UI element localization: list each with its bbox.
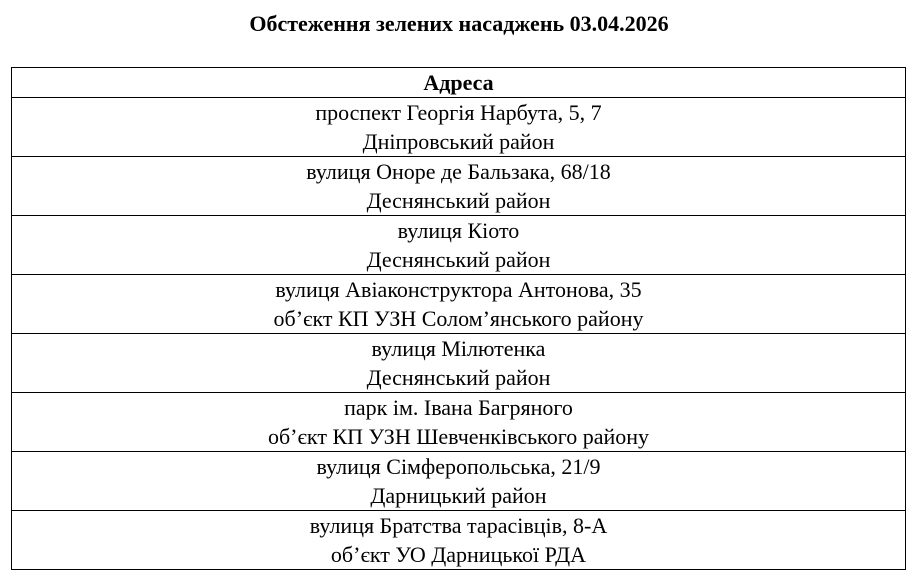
address-cell (12, 511, 906, 570)
district-name: Деснянський район (366, 247, 551, 272)
document-title: Обстеження зелених насаджень 03.04.2026 (249, 11, 669, 36)
street-address: проспект Георгія Нарбута, 5, 7 (315, 100, 602, 125)
district-name: Деснянський район (366, 365, 551, 390)
street-address: вулиця Авіаконструктора Антонова, 35 (275, 277, 642, 302)
street-address: вулиця Оноре де Бальзака, 68/18 (306, 159, 611, 184)
street-address: парк ім. Івана Багряного (344, 395, 573, 420)
table-header-row (12, 68, 906, 98)
table-row (12, 452, 906, 511)
address-cell (12, 275, 906, 334)
district-name: об’єкт УО Дарницької РДА (330, 542, 587, 567)
street-address: вулиця Сімферопольська, 21/9 (316, 454, 601, 479)
district-name: об’єкт КП УЗН Шевченківського району (267, 424, 650, 449)
table-row (12, 98, 906, 157)
street-address: вулиця Кіото (397, 218, 520, 243)
district-name: Деснянський район (366, 188, 551, 213)
table-row (12, 275, 906, 334)
street-address: вулиця Мілютенка (371, 336, 546, 361)
district-name: об’єкт КП УЗН Солом’янського району (273, 306, 644, 331)
district-name: Дарницький район (370, 483, 547, 508)
column-header-address: Адреса (12, 68, 906, 98)
address-cell (12, 334, 906, 393)
address-cell (12, 98, 906, 157)
table-row (12, 393, 906, 452)
address-table (11, 67, 906, 570)
address-cell (12, 393, 906, 452)
address-cell (12, 452, 906, 511)
table-row (12, 334, 906, 393)
district-name: Дніпровський район (362, 129, 555, 154)
street-address: вулиця Братства тарасівців, 8-А (309, 513, 608, 538)
table-row (12, 157, 906, 216)
address-cell (12, 157, 906, 216)
address-cell (12, 216, 906, 275)
table-row (12, 216, 906, 275)
table-row (12, 511, 906, 570)
